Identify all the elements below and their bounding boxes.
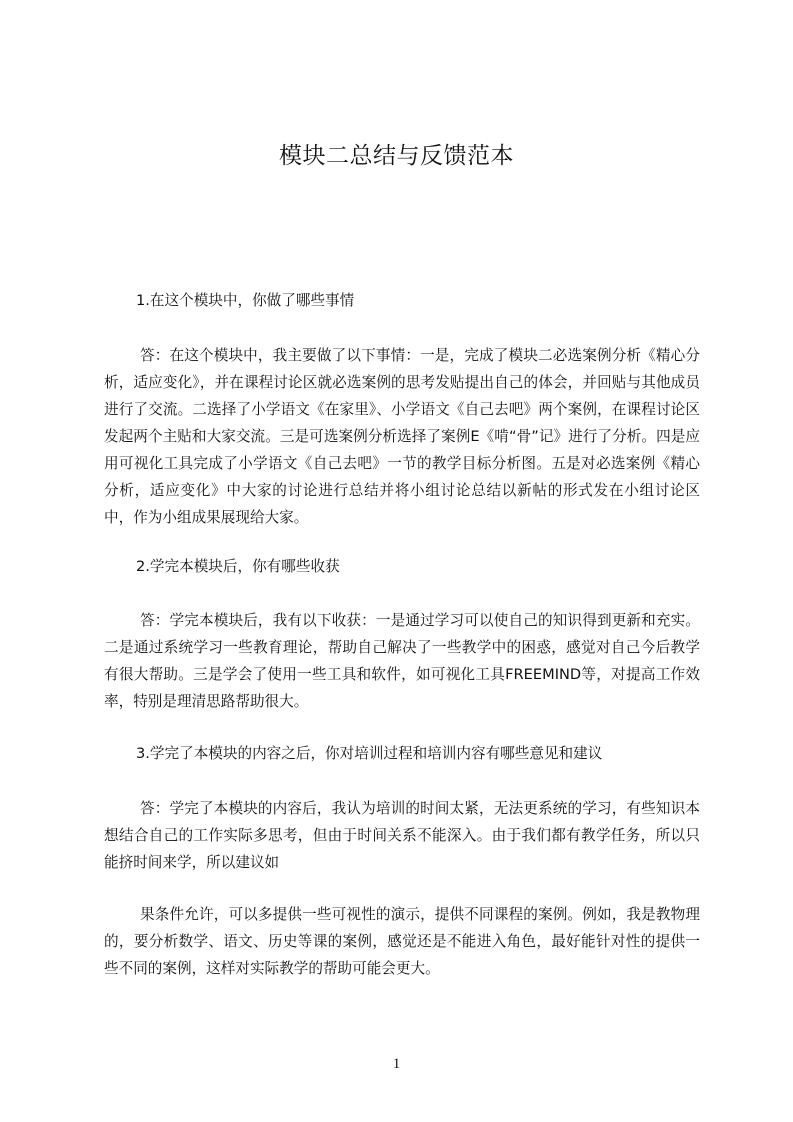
answer-2: 答：学完本模块后，我有以下收获：一是通过学习可以使自己的知识得到更新和充实。二是通过系统学习一些教育理论，帮助自己解决了一些教学中的困惑，感觉对自己今后教学有很大帮助。三是学会了使用一些工具和软件，如可视化工具FREEMIND等，对提高工作效率，特别是理清思路帮助很大。 [104,612,700,710]
answer-3: 答：学完了本模块的内容后，我认为培训的时间太紧，无法更系统的学习，有些知识本想结合自己的工作实际多思考，但由于时间关系不能深入。由于我们都有教学任务，所以只能挤时间来学，所以建议如 [104,800,700,871]
question-2: 2.学完本模块后，你有哪些收获 [136,558,340,575]
page-number: 1 [392,1056,401,1072]
question-1: 1.在这个模块中，你做了哪些事情 [136,292,355,309]
question-3: 3.学完了本模块的内容之后，你对培训过程和培训内容有哪些意见和建议 [136,745,603,762]
answer-3-continuation: 果条件允许，可以多提供一些可视性的演示，提供不同课程的案例。例如，我是教物理的，要分析数学、语文、历史等课的案例，感觉还是不能进入角色，最好能针对性的提供一些不同的案例，这样对实际教学的帮助可能会更大。 [104,906,700,977]
document-title: 模块二总结与反馈范本 [279,143,514,169]
answer-1: 答：在这个模块中，我主要做了以下事情：一是，完成了模块二必选案例分析《精心分析，适应变化》，并在课程讨论区就必选案例的思考发贴提出自己的体会，并回贴与其他成员进行了交流。二选择了小学语文《在家里》、小学语文《自己去吧》两个案例，在课程讨论区发起两个主贴和大家交流。三是可选案例分析选择了案例E《啃“骨”记》进行了分析。四是应用可视化工具完成了小学语文《自己去吧》一节的教学目标分析图。五是对必选案例《精心分析，适应变化》中大家的讨论进行总结并将小组讨论总结以新帖的形式发在小组讨论区中，作为小组成果展现给大家。 [104,347,700,526]
